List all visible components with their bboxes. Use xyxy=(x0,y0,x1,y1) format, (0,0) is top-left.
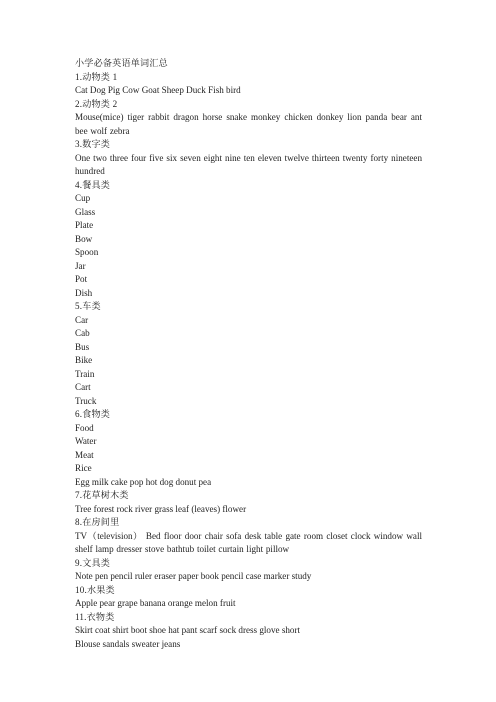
word-line: Egg milk cake pop hot dog donut pea xyxy=(75,476,212,487)
word-line: Rice xyxy=(75,463,92,473)
section-heading-fruit: 10.水果类 xyxy=(75,584,115,595)
document-body xyxy=(75,57,422,651)
word-line: Cat Dog Pig Cow Goat Sheep Duck Fish bird xyxy=(75,85,241,95)
word-line: Train xyxy=(75,368,95,379)
word-line: Skirt coat shirt boot shoe hat pant scarf sock dress glove short xyxy=(75,625,301,635)
word-line: Plate xyxy=(75,220,94,230)
section-heading-food: 6.食物类 xyxy=(75,409,111,419)
section-heading-plants: 7.花草树木类 xyxy=(75,490,129,500)
word-line: Dish xyxy=(75,287,93,298)
word-line: Pot xyxy=(75,274,88,284)
word-line: Blouse sandals sweater jeans xyxy=(75,638,181,649)
section-heading-vehicles: 5.车类 xyxy=(75,301,101,311)
word-paragraph: One two three four five six seven eight nine ten eleven twelve thirteen twenty forty nineteen hundred xyxy=(75,152,422,176)
word-line: Apple pear grape banana orange melon fruit xyxy=(75,598,236,608)
word-line: Cab xyxy=(75,328,90,338)
word-line: Bow xyxy=(75,233,93,244)
word-paragraph: Mouse(mice) tiger rabbit dragon horse snake monkey chicken donkey lion panda bear ant bee wolf zebra xyxy=(75,112,422,136)
section-heading-stationery: 9.文具类 xyxy=(75,557,111,568)
word-line: Jar xyxy=(75,260,86,271)
word-line: Note pen pencil ruler eraser paper book pencil case marker study xyxy=(75,571,312,581)
section-heading-clothes: 11.衣物类 xyxy=(75,611,115,622)
word-line: Cup xyxy=(75,193,91,203)
word-line: Food xyxy=(75,422,94,433)
section-heading-animals-2: 2.动物类 2 xyxy=(75,98,118,109)
word-line: Water xyxy=(75,436,97,446)
word-line: Bike xyxy=(75,355,93,365)
section-heading-tableware: 4.餐具类 xyxy=(75,179,111,190)
word-line: Glass xyxy=(75,206,96,217)
section-heading-numbers: 3.数字类 xyxy=(75,139,111,149)
word-line: Bus xyxy=(75,341,90,352)
word-line: Meat xyxy=(75,449,94,460)
word-line: Car xyxy=(75,314,89,325)
document-title: 小学必备英语单词汇总 xyxy=(75,58,168,68)
word-line: Tree forest rock river grass leaf (leaves) flower xyxy=(75,503,247,514)
word-line: Truck xyxy=(75,395,97,406)
word-paragraph: TV（television） Bed floor door chair sofa desk table gate room closet clock window wall shelf lamp dresser stove bathtub toilet curtain light pillow xyxy=(75,530,422,554)
section-heading-in-the-room: 8.在房间里 xyxy=(75,517,120,527)
word-line: Cart xyxy=(75,382,91,392)
word-line: Spoon xyxy=(75,247,99,257)
section-heading-animals-1: 1.动物类 1 xyxy=(75,71,118,82)
